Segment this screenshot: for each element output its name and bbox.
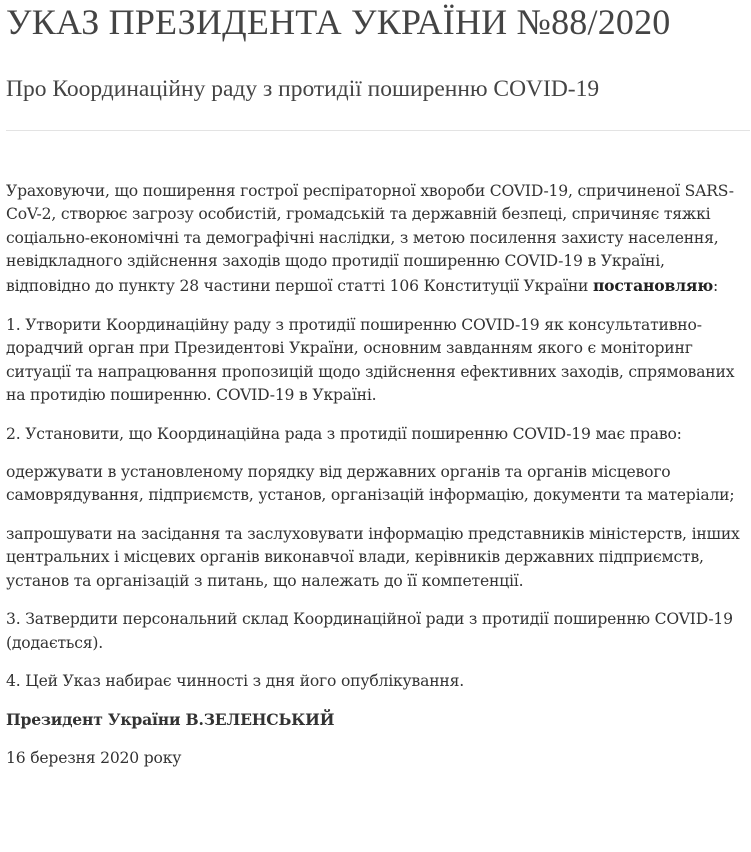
clause-4: 4. Цей Указ набирає чинності з дня його опублікування.: [6, 671, 464, 690]
decree-date: 16 березня 2020 року: [6, 748, 182, 767]
decree-subtitle: Про Координаційну раду з протидії поширенню COVID-19: [6, 76, 600, 102]
president-signature: Президент України В.ЗЕЛЕНСЬКИЙ: [6, 710, 335, 730]
clause-1: 1. Утворити Координаційну раду з протидії поширенню COVID-19 як консультативно-дорадчий орган при Президентові України, основним завданням якого є моніторинг ситуації та напрацювання пропозицій щодо здійснення ефективних заходів, спрямованих на протидію поширенню. COVID-19 в Україні.: [6, 316, 735, 405]
preamble-paragraph: [6, 180, 748, 298]
clause-2-right-1: одержувати в установленому порядку від державних органів та органів місцевого самоврядування, підприємств, установ, організацій інформацію, документи та матеріали;: [6, 463, 735, 505]
preamble-colon: :: [713, 276, 719, 295]
clause-2: 2. Установити, що Координаційна рада з протидії поширенню COVID-19 має право:: [6, 424, 682, 443]
decree-title: УКАЗ ПРЕЗИДЕНТА УКРАЇНИ №88/2020: [6, 2, 671, 42]
clause-2-right-2: запрошувати на засідання та заслуховувати інформацію представників міністерств, інших центральних і місцевих органів виконавчої влади, керівників державних підприємств, установ та організацій з питань, що належать до її компетенції.: [6, 524, 740, 590]
title-divider: [6, 130, 750, 131]
decree-verb: постановляю: [592, 275, 713, 295]
preamble-text: Ураховуючи, що поширення гострої респіраторної хвороби COVID-19, спричиненої SARS-CoV-2, створює загрозу особистій, громадській та державній безпеці, спричиняє тяжкі соціально-економічні та демографічні наслідки, з метою посилення захисту населення, невідкладного здійснення заходів щодо протидії поширенню COVID-19 в Україні, відповідно до пункту 28 частини першої статті 106 Конституції України: [6, 182, 734, 295]
clause-3: 3. Затвердити персональний склад Координаційної ради з протидії поширенню COVID-19 (додається).: [6, 610, 733, 652]
decree-body: [6, 180, 751, 770]
